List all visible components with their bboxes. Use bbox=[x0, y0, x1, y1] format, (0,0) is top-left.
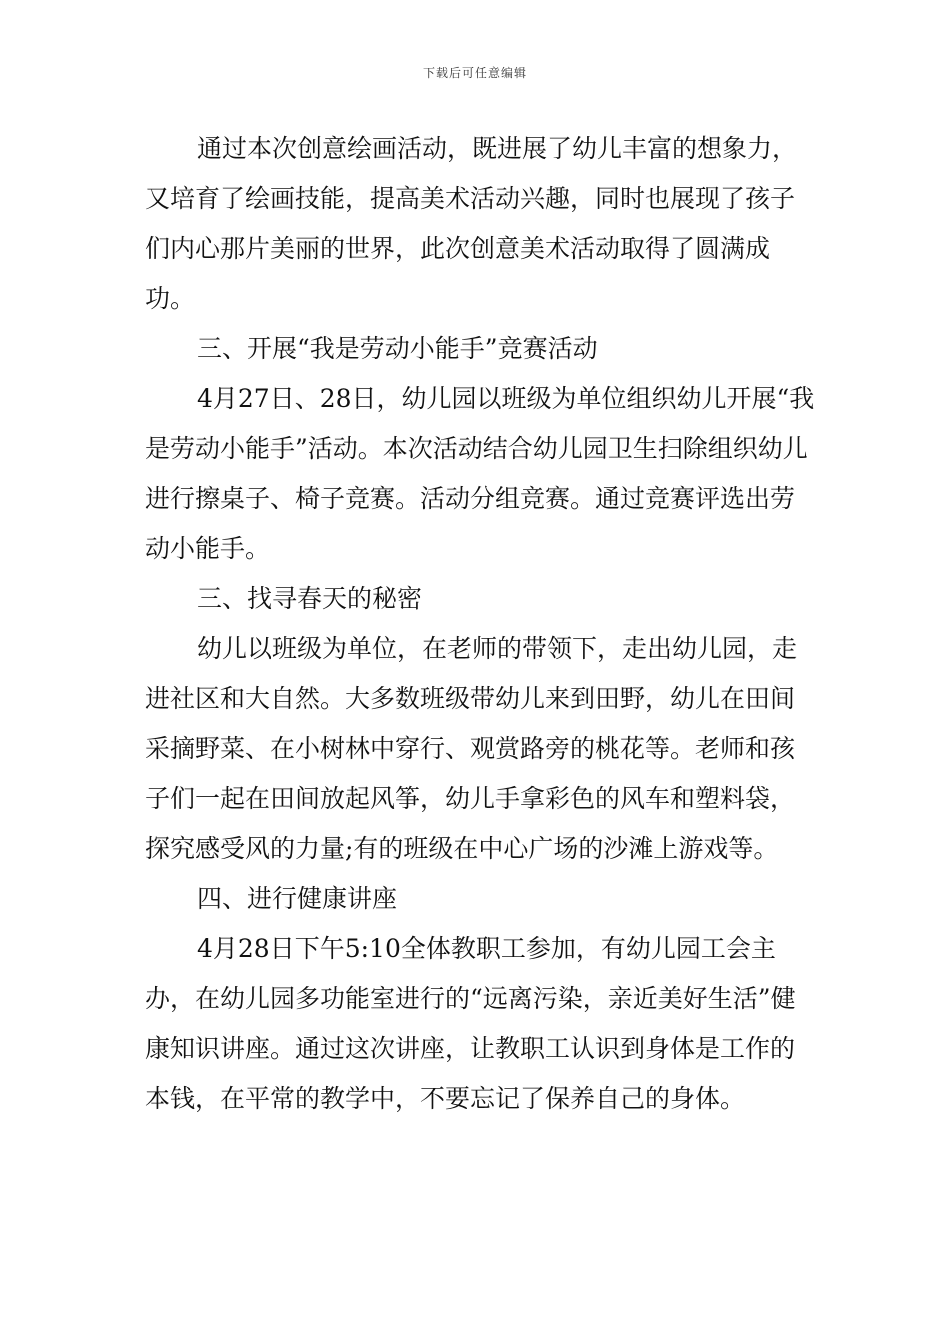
document-body bbox=[145, 124, 815, 1124]
section-heading-labor-contest: 三、开展“我是劳动小能手”竞赛活动 bbox=[197, 334, 598, 363]
section-heading-health-lecture: 四、进行健康讲座 bbox=[197, 884, 398, 913]
paragraph-labor-contest: 4月27日、28日，幼儿园以班级为单位组织幼儿开展“我是劳动小能手”活动。本次活动结合幼儿园卫生扫除组织幼儿进行擦桌子、椅子竞赛。活动分组竞赛。通过竞赛评选出劳动小能手。 bbox=[145, 384, 815, 563]
header-note: 下载后可任意编辑 bbox=[422, 66, 527, 80]
section-heading-spring-secret: 三、找寻春天的秘密 bbox=[197, 584, 423, 613]
paragraph-art-activity-summary: 通过本次创意绘画活动，既进展了幼儿丰富的想象力，又培育了绘画技能，提高美术活动兴趣，同时也展现了孩子们内心那片美丽的世界，此次创意美术活动取得了圆满成功。 bbox=[145, 134, 798, 313]
paragraph-health-lecture: 4月28日下午5:10全体教职工参加，有幼儿园工会主办，在幼儿园多功能室进行的“远离污染，亲近美好生活”健康知识讲座。通过这次讲座，让教职工认识到身体是工作的本钱，在平常的教学中，不要忘记了保养自己的身体。 bbox=[145, 934, 796, 1113]
paragraph-spring-secret: 幼儿以班级为单位，在老师的带领下，走出幼儿园，走进社区和大自然。大多数班级带幼儿来到田野，幼儿在田间采摘野菜、在小树林中穿行、观赏路旁的桃花等。老师和孩子们一起在田间放起风筝，幼儿手拿彩色的风车和塑料袋，探究感受风的力量;有的班级在中心广场的沙滩上游戏等。 bbox=[145, 634, 798, 863]
